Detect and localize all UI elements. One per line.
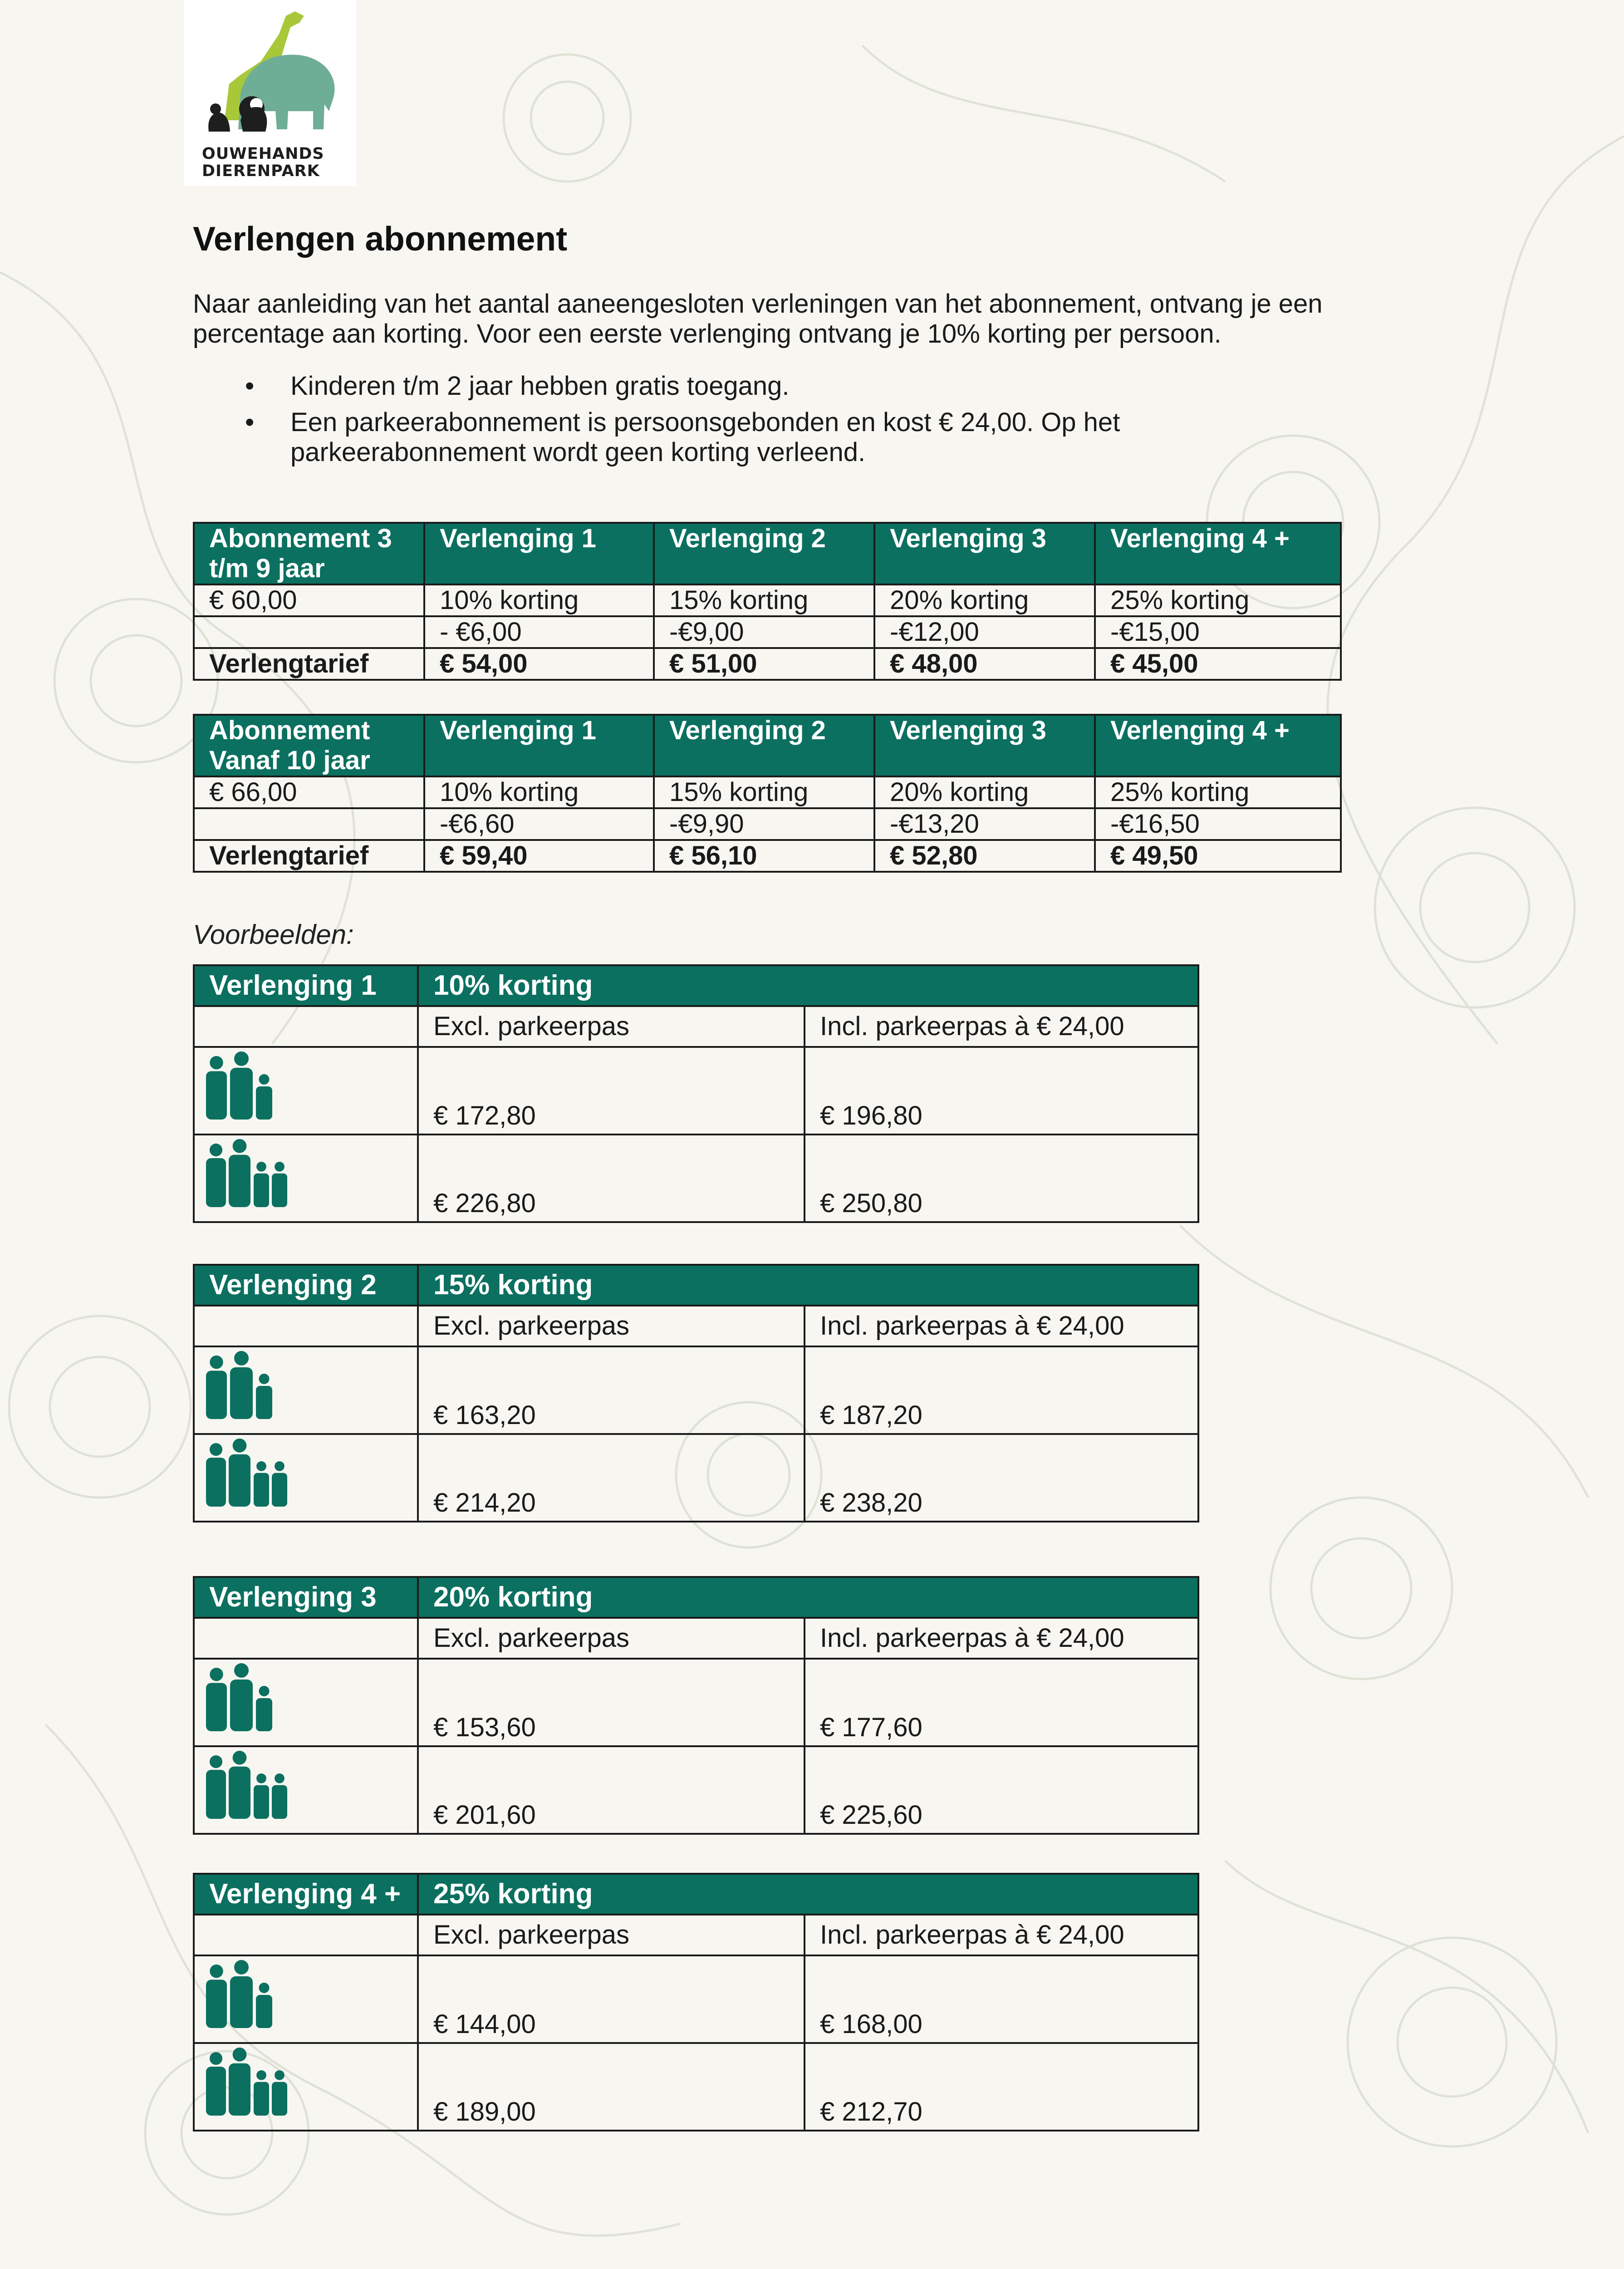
table-cell: -€6,60 [424, 808, 654, 840]
family-4-icon [194, 2043, 418, 2131]
notes-list [245, 371, 1334, 474]
table-cell: € 153,60 [418, 1659, 805, 1746]
header-cell: Verlenging 1 [424, 523, 654, 584]
table-cell: 20% korting [874, 584, 1095, 616]
table-header-row [194, 1874, 1198, 1915]
table-subheader-row [194, 1915, 1198, 1955]
table-row [194, 2043, 1198, 2131]
table-cell [194, 1915, 418, 1955]
header-cell: 15% korting [418, 1265, 1198, 1306]
table-cell: € 250,80 [805, 1134, 1198, 1222]
table-cell: Incl. parkeerpas à € 24,00 [805, 1306, 1198, 1346]
table-cell [194, 1618, 418, 1659]
table-cell: -€16,50 [1095, 808, 1341, 840]
family-3-icon [194, 1346, 418, 1434]
table-cell: € 168,00 [805, 1955, 1198, 2043]
table-cell: Incl. parkeerpas à € 24,00 [805, 1618, 1198, 1659]
table-cell: € 59,40 [424, 840, 654, 872]
header-cell: 20% korting [418, 1577, 1198, 1618]
family-3-icon [204, 1663, 285, 1736]
header-cell: Abonnement Vanaf 10 jaar [194, 715, 424, 776]
family-4-icon [194, 1134, 418, 1222]
table-cell: € 187,20 [805, 1346, 1198, 1434]
table-cell [194, 1006, 418, 1047]
table-header-row [194, 1577, 1198, 1618]
table-cell: € 51,00 [654, 648, 874, 680]
table-cell: € 226,80 [418, 1134, 805, 1222]
table-row [194, 584, 1341, 616]
table-row [194, 808, 1341, 840]
table-cell: € 52,80 [874, 840, 1095, 872]
table-cell: -€9,00 [654, 616, 874, 648]
bullet-icon: • [245, 408, 255, 437]
example-table-2 [193, 1264, 1199, 1522]
logo-line-1: OUWEHANDS [202, 145, 324, 163]
header-cell: Verlenging 4 + [1095, 715, 1341, 776]
header-cell: Verlenging 1 [194, 965, 418, 1006]
header-cell: Verlenging 3 [874, 715, 1095, 776]
table-cell: € 144,00 [418, 1955, 805, 2043]
table-cell: € 48,00 [874, 648, 1095, 680]
table-cell: € 172,80 [418, 1047, 805, 1134]
table-row [194, 1346, 1198, 1434]
table-row [194, 616, 1341, 648]
table-total-row [194, 648, 1341, 680]
table-cell: € 54,00 [424, 648, 654, 680]
list-item [245, 408, 1334, 467]
list-item [245, 371, 1334, 401]
table-cell: - €6,00 [424, 616, 654, 648]
table-cell: € 60,00 [194, 584, 424, 616]
table-row [194, 1746, 1198, 1834]
table-cell [194, 1306, 418, 1346]
family-4-icon [204, 1439, 294, 1511]
table-header-row [194, 965, 1198, 1006]
table-cell: -€12,00 [874, 616, 1095, 648]
table-cell: € 49,50 [1095, 840, 1341, 872]
table-cell: 10% korting [424, 584, 654, 616]
price-table-child [193, 522, 1342, 681]
price-table-adult [193, 714, 1342, 873]
table-row [194, 1047, 1198, 1134]
family-3-icon [194, 1955, 418, 2043]
table-cell: € 177,60 [805, 1659, 1198, 1746]
table-row [194, 1134, 1198, 1222]
family-4-icon [194, 1434, 418, 1522]
table-cell [194, 808, 424, 840]
table-cell: Verlengtarief [194, 648, 424, 680]
example-table-1 [193, 964, 1199, 1223]
table-row [194, 1434, 1198, 1522]
table-cell: 25% korting [1095, 776, 1341, 808]
table-cell [194, 616, 424, 648]
note-text: Een parkeerabonnement is persoonsgebonden en kost € 24,00. Op het parkeerabonnement wordt geen korting verleend. [290, 408, 1120, 467]
table-cell: Excl. parkeerpas [418, 1618, 805, 1659]
example-table-3 [193, 1576, 1199, 1835]
family-3-icon [204, 1051, 285, 1124]
table-cell: Incl. parkeerpas à € 24,00 [805, 1915, 1198, 1955]
family-3-icon [204, 1351, 285, 1424]
family-4-icon [204, 2048, 294, 2120]
examples-label: Voorbeelden: [193, 919, 354, 950]
header-cell: 25% korting [418, 1874, 1198, 1915]
table-cell: € 56,10 [654, 840, 874, 872]
table-subheader-row [194, 1006, 1198, 1047]
table-cell: € 238,20 [805, 1434, 1198, 1522]
table-cell: € 225,60 [805, 1746, 1198, 1834]
table-cell: € 214,20 [418, 1434, 805, 1522]
header-cell: 10% korting [418, 965, 1198, 1006]
family-4-icon [194, 1746, 418, 1834]
table-cell: 25% korting [1095, 584, 1341, 616]
family-4-icon [204, 1751, 294, 1823]
table-cell: Excl. parkeerpas [418, 1306, 805, 1346]
table-subheader-row [194, 1618, 1198, 1659]
table-cell: € 189,00 [418, 2043, 805, 2131]
table-cell: -€13,20 [874, 808, 1095, 840]
table-row [194, 1955, 1198, 2043]
table-header-row [194, 1265, 1198, 1306]
page-title: Verlengen abonnement [193, 220, 568, 258]
intro-paragraph: Naar aanleiding van het aantal aaneengesloten verleningen van het abonnement, ontvang je een percentage aan korting. Voor een eerste verlenging ontvang je 10% korting per persoon. [193, 289, 1323, 349]
logo-line-2: DIERENPARK [202, 162, 320, 180]
table-cell: € 196,80 [805, 1047, 1198, 1134]
bullet-icon: • [245, 371, 255, 401]
table-cell: € 45,00 [1095, 648, 1341, 680]
header-cell: Verlenging 2 [654, 715, 874, 776]
ouwehands-logo [184, 0, 356, 186]
table-cell: -€9,90 [654, 808, 874, 840]
table-cell: 20% korting [874, 776, 1095, 808]
table-cell: 15% korting [654, 776, 874, 808]
table-row [194, 776, 1341, 808]
header-cell: Verlenging 2 [194, 1265, 418, 1306]
table-cell: Excl. parkeerpas [418, 1915, 805, 1955]
table-cell: € 163,20 [418, 1346, 805, 1434]
table-header-row [194, 523, 1341, 584]
animals-logo-icon [197, 7, 343, 143]
family-3-icon [204, 1960, 285, 2033]
table-cell: Excl. parkeerpas [418, 1006, 805, 1047]
table-cell: € 66,00 [194, 776, 424, 808]
family-3-icon [194, 1659, 418, 1746]
note-text: Kinderen t/m 2 jaar hebben gratis toegang. [290, 371, 790, 401]
table-subheader-row [194, 1306, 1198, 1346]
example-table-4 [193, 1873, 1199, 2131]
table-row [194, 1659, 1198, 1746]
header-cell: Verlenging 3 [194, 1577, 418, 1618]
table-cell: 15% korting [654, 584, 874, 616]
table-cell: € 212,70 [805, 2043, 1198, 2131]
header-cell: Abonnement 3 t/m 9 jaar [194, 523, 424, 584]
table-cell: Incl. parkeerpas à € 24,00 [805, 1006, 1198, 1047]
table-total-row [194, 840, 1341, 872]
table-cell: € 201,60 [418, 1746, 805, 1834]
table-cell: 10% korting [424, 776, 654, 808]
header-cell: Verlenging 4 + [194, 1874, 418, 1915]
family-3-icon [194, 1047, 418, 1134]
table-cell: Verlengtarief [194, 840, 424, 872]
header-cell: Verlenging 2 [654, 523, 874, 584]
header-cell: Verlenging 1 [424, 715, 654, 776]
table-header-row [194, 715, 1341, 776]
header-cell: Verlenging 3 [874, 523, 1095, 584]
header-cell: Verlenging 4 + [1095, 523, 1341, 584]
table-cell: -€15,00 [1095, 616, 1341, 648]
family-4-icon [204, 1139, 294, 1212]
